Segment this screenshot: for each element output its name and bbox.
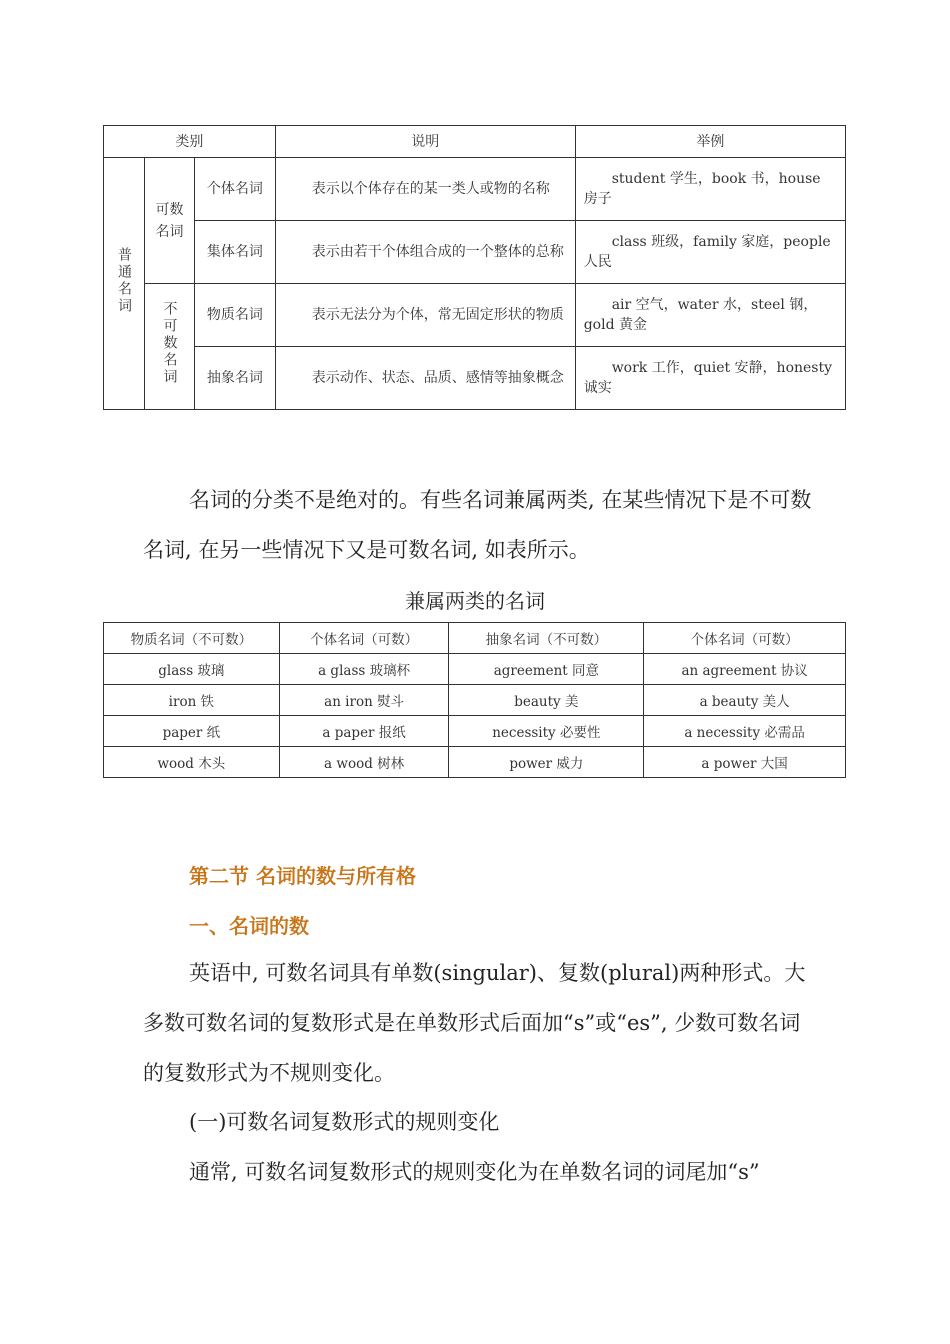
subsection-title: 一、名词的数 — [189, 914, 309, 938]
table-cell: a beauty 美人 — [644, 685, 846, 716]
row-type: 物质名词 — [194, 284, 275, 347]
table-cell: necessity 必要性 — [449, 716, 644, 747]
table-cell: glass 玻璃 — [104, 654, 280, 685]
table-cell: a power 大国 — [644, 747, 846, 778]
noun-category-table — [103, 125, 846, 410]
table-cell: a necessity 必需品 — [644, 716, 846, 747]
table-row — [104, 347, 846, 410]
table-cell: a paper 报纸 — [279, 716, 449, 747]
row-description: 表示以个体存在的某一类人或物的名称 — [275, 158, 575, 221]
table-cell: an agreement 协议 — [644, 654, 846, 685]
table-cell: an iron 熨斗 — [279, 685, 449, 716]
row-type: 抽象名词 — [194, 347, 275, 410]
row-description: 表示由若干个体组合成的一个整体的总称 — [275, 221, 575, 284]
row-example: class 班级，family 家庭，people 人民 — [575, 221, 845, 284]
group-common-noun: 普通名词 — [104, 158, 145, 410]
dual-category-noun-table — [103, 622, 846, 778]
row-description: 表示无法分为个体，常无固定形状的物质 — [275, 284, 575, 347]
table-header-row — [104, 126, 846, 158]
header-description: 说明 — [275, 126, 575, 158]
header-examples: 举例 — [575, 126, 845, 158]
paragraph-plural-intro: 英语中, 可数名词具有单数(singular)、复数(plural)两种形式。大多数可数名词的复数形式是在单数形式后面加“s”或“es”, 少数可数名词的复数形式为不规则变化。 — [143, 961, 806, 1085]
table-row — [104, 158, 846, 221]
table-row — [104, 654, 846, 685]
paragraph-regular-rule: 通常, 可数名词复数形式的规则变化为在单数名词的词尾加“s” — [189, 1160, 760, 1184]
table-header-row — [104, 623, 846, 654]
paragraph-classification-note: 名词的分类不是绝对的。有些名词兼属两类, 在某些情况下是不可数名词, 在另一些情况下又是可数名词, 如表所示。 — [143, 488, 812, 562]
table-caption: 兼属两类的名词 — [405, 589, 545, 613]
subgroup-uncountable: 不可数名词 — [145, 284, 195, 410]
section-title: 第二节 名词的数与所有格 — [189, 864, 416, 888]
table-row — [104, 221, 846, 284]
paragraph-regular-heading: (一)可数名词复数形式的规则变化 — [189, 1110, 500, 1134]
table-cell: paper 纸 — [104, 716, 280, 747]
header-cell: 物质名词（不可数） — [104, 623, 280, 654]
table-cell: iron 铁 — [104, 685, 280, 716]
subgroup-countable: 可数名词 — [145, 158, 195, 284]
row-example: student 学生，book 书，house 房子 — [575, 158, 845, 221]
table-cell: a wood 树林 — [279, 747, 449, 778]
table-cell: beauty 美 — [449, 685, 644, 716]
header-cell: 个体名词（可数） — [644, 623, 846, 654]
table-cell: wood 木头 — [104, 747, 280, 778]
table-row — [104, 284, 846, 347]
row-type: 集体名词 — [194, 221, 275, 284]
table-row — [104, 747, 846, 778]
table-cell: agreement 同意 — [449, 654, 644, 685]
row-example: air 空气，water 水，steel 钢，gold 黄金 — [575, 284, 845, 347]
header-category: 类别 — [104, 126, 276, 158]
table-cell: power 威力 — [449, 747, 644, 778]
table-cell: a glass 玻璃杯 — [279, 654, 449, 685]
row-description: 表示动作、状态、品质、感情等抽象概念 — [275, 347, 575, 410]
header-cell: 个体名词（可数） — [279, 623, 449, 654]
row-type: 个体名词 — [194, 158, 275, 221]
header-cell: 抽象名词（不可数） — [449, 623, 644, 654]
row-example: work 工作，quiet 安静，honesty 诚实 — [575, 347, 845, 410]
table-row — [104, 716, 846, 747]
table-row — [104, 685, 846, 716]
